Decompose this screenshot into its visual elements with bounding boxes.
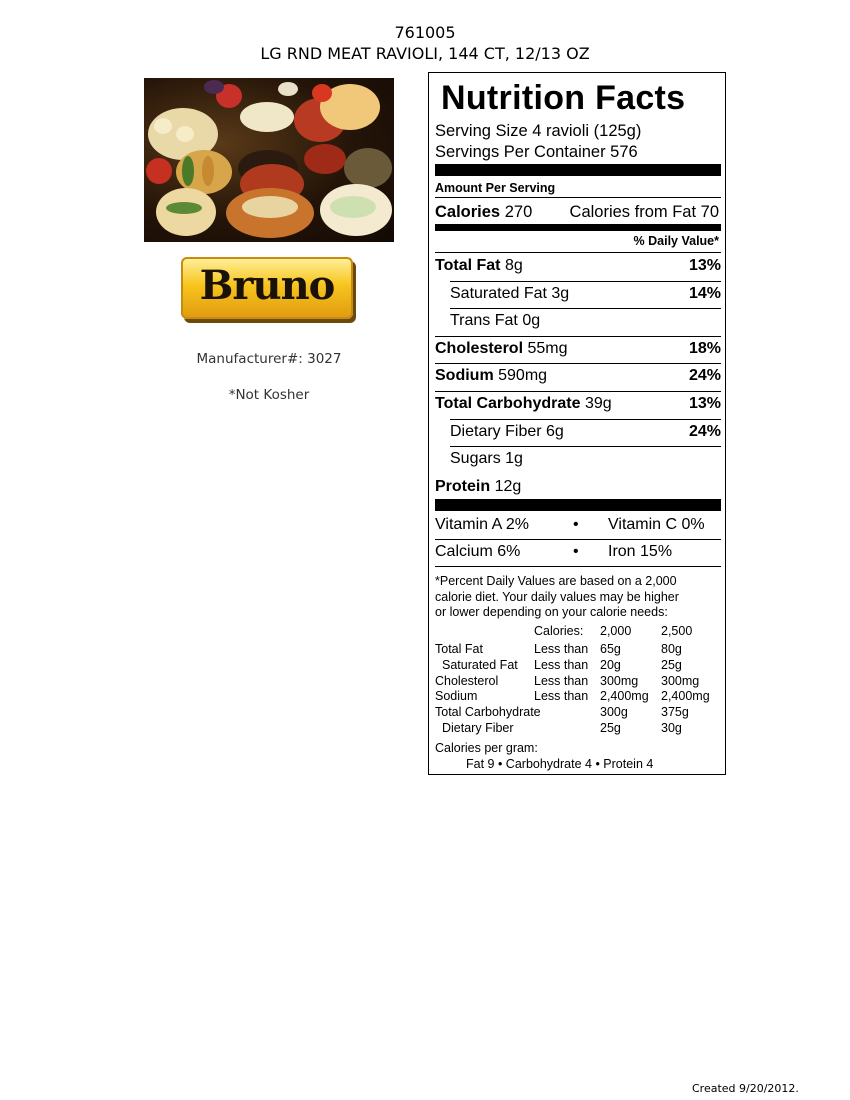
vitamin-right: Iron 15% [608,543,673,560]
kosher-note: *Not Kosher [228,387,310,403]
nutrient-daily-value: 24% [688,367,721,385]
product-photo [144,78,394,242]
divider [435,566,721,567]
nutrient-name: Saturated Fat [450,284,547,302]
nutrient-amount: 39g [584,395,612,412]
vitamin-row [435,513,721,539]
dv-row-2000: 20g [600,657,621,672]
brand-logo-text: Bruno [199,262,335,309]
nutrient-label [435,395,612,413]
nutrient-daily-value: 24% [688,422,721,440]
nutrient-row [435,282,721,308]
dv-row-name: Total Carbohydrate [435,705,541,720]
thick-divider [435,164,721,176]
nutrient-name: Protein [435,477,491,495]
created-date: Created 9/20/2012. [692,1082,799,1095]
calories-from-fat: Calories from Fat 70 [569,203,719,221]
bullet-separator: • [573,543,579,560]
vitamin-right: Vitamin C 0% [608,516,705,533]
footnote-line: *Percent Daily Values are based on a 2,000 [435,574,677,588]
dv-row-qualifier: Less than [534,689,589,704]
dv-row-2500: 30g [661,721,682,735]
dv-row-name: Sodium [435,689,478,704]
nutrient-daily-value: 18% [688,339,721,357]
nutrient-row [435,309,721,335]
divider [435,252,721,253]
dv-row-2000: 2,400mg [600,689,649,704]
medium-divider [435,224,721,231]
nutrient-daily-value: 13% [688,257,721,274]
calories-label: Calories [435,203,501,221]
footnote-line: or lower depending on your calorie needs: [435,605,668,619]
dv-row-2500: 375g [661,705,689,720]
dv-row-2000: 25g [600,721,621,735]
nutrient-name: Sodium [435,367,494,385]
dv-row-2000: 300mg [600,673,639,688]
dv-row-qualifier: Less than [534,673,589,688]
amount-per-serving: Amount Per Serving [435,181,556,195]
calories-line [435,203,532,222]
serving-size: Serving Size 4 ravioli (125g) [435,122,642,140]
nutrient-name: Total Fat [435,257,501,274]
nutrient-row [435,392,721,418]
nutrient-daily-value: 14% [688,284,721,302]
nutrient-name: Sugars [450,450,501,468]
dv-row-qualifier: Less than [534,642,589,656]
dv-row-name: Dietary Fiber [442,721,514,735]
nutrient-name: Cholesterol [435,339,524,357]
nutrient-name: Dietary Fiber [450,422,542,440]
calories-per-gram: Fat 9 • Carbohydrate 4 • Protein 4 [466,757,654,771]
item-number: 761005 [394,23,456,42]
vitamin-left: Calcium 6% [435,543,521,560]
dv-row-2500: 80g [661,642,682,656]
divider [435,197,721,198]
manufacturer-number: Manufacturer#: 3027 [196,351,342,367]
nutrient-label [435,257,523,275]
nutrition-title: Nutrition Facts [441,79,686,117]
dv-row-qualifier: Less than [534,657,589,672]
nutrient-label [450,450,523,468]
nutrient-row [435,254,721,280]
page-header [0,22,850,64]
nutrient-daily-value: 13% [688,395,721,412]
nutrient-amount: 6g [546,422,564,440]
nutrient-row [435,337,721,363]
nutrient-amount: 590mg [498,367,548,385]
brand-logo [181,257,353,319]
nutrient-amount: 12g [494,477,522,495]
dv-row-name: Saturated Fat [442,657,518,672]
dv-col-2500: 2,500 [661,624,693,638]
dv-col-2000: 2,000 [600,624,632,638]
nutrient-label [435,340,568,358]
daily-value-header: % Daily Value* [633,234,719,248]
nutrient-name: Total Carbohydrate [435,395,581,412]
thick-divider [435,499,721,511]
dv-row-2000: 300g [600,705,628,720]
nutrient-label [450,312,540,330]
dv-row-name: Total Fat [435,642,483,656]
vitamin-row [435,540,721,566]
nutrient-amount: 55mg [527,339,568,357]
nutrient-label [435,478,521,496]
nutrient-label [450,423,564,441]
item-description: LG RND MEAT RAVIOLI, 144 CT, 12/13 OZ [260,44,590,63]
dv-row-name: Cholesterol [435,673,499,688]
footnote-line: calorie diet. Your daily values may be higher [435,589,679,604]
dv-row-2500: 2,400mg [661,689,710,704]
nutrient-label [450,285,569,303]
footnote [435,574,679,621]
nutrient-amount: 3g [551,284,570,302]
calories-per-gram-label: Calories per gram: [435,741,538,755]
bullet-separator: • [573,516,579,533]
dv-row-2500: 25g [661,657,682,672]
dv-row-2000: 65g [600,642,621,656]
servings-per-container: Servings Per Container 576 [435,143,638,161]
dv-row-2500: 300mg [661,673,700,688]
nutrient-amount: 0g [522,312,541,330]
nutrient-name: Trans Fat [450,312,518,330]
vitamin-left: Vitamin A 2% [435,516,529,533]
nutrient-amount: 1g [505,450,523,468]
nutrient-row [435,475,721,501]
calories-value: 270 [504,203,533,221]
nutrient-row [435,364,721,390]
nutrient-amount: 8g [504,257,523,274]
dv-calories-label: Calories: [534,624,584,638]
nutrition-facts-panel [428,72,726,775]
nutrient-row [435,447,721,473]
nutrient-row [435,420,721,446]
nutrient-label [435,367,547,385]
